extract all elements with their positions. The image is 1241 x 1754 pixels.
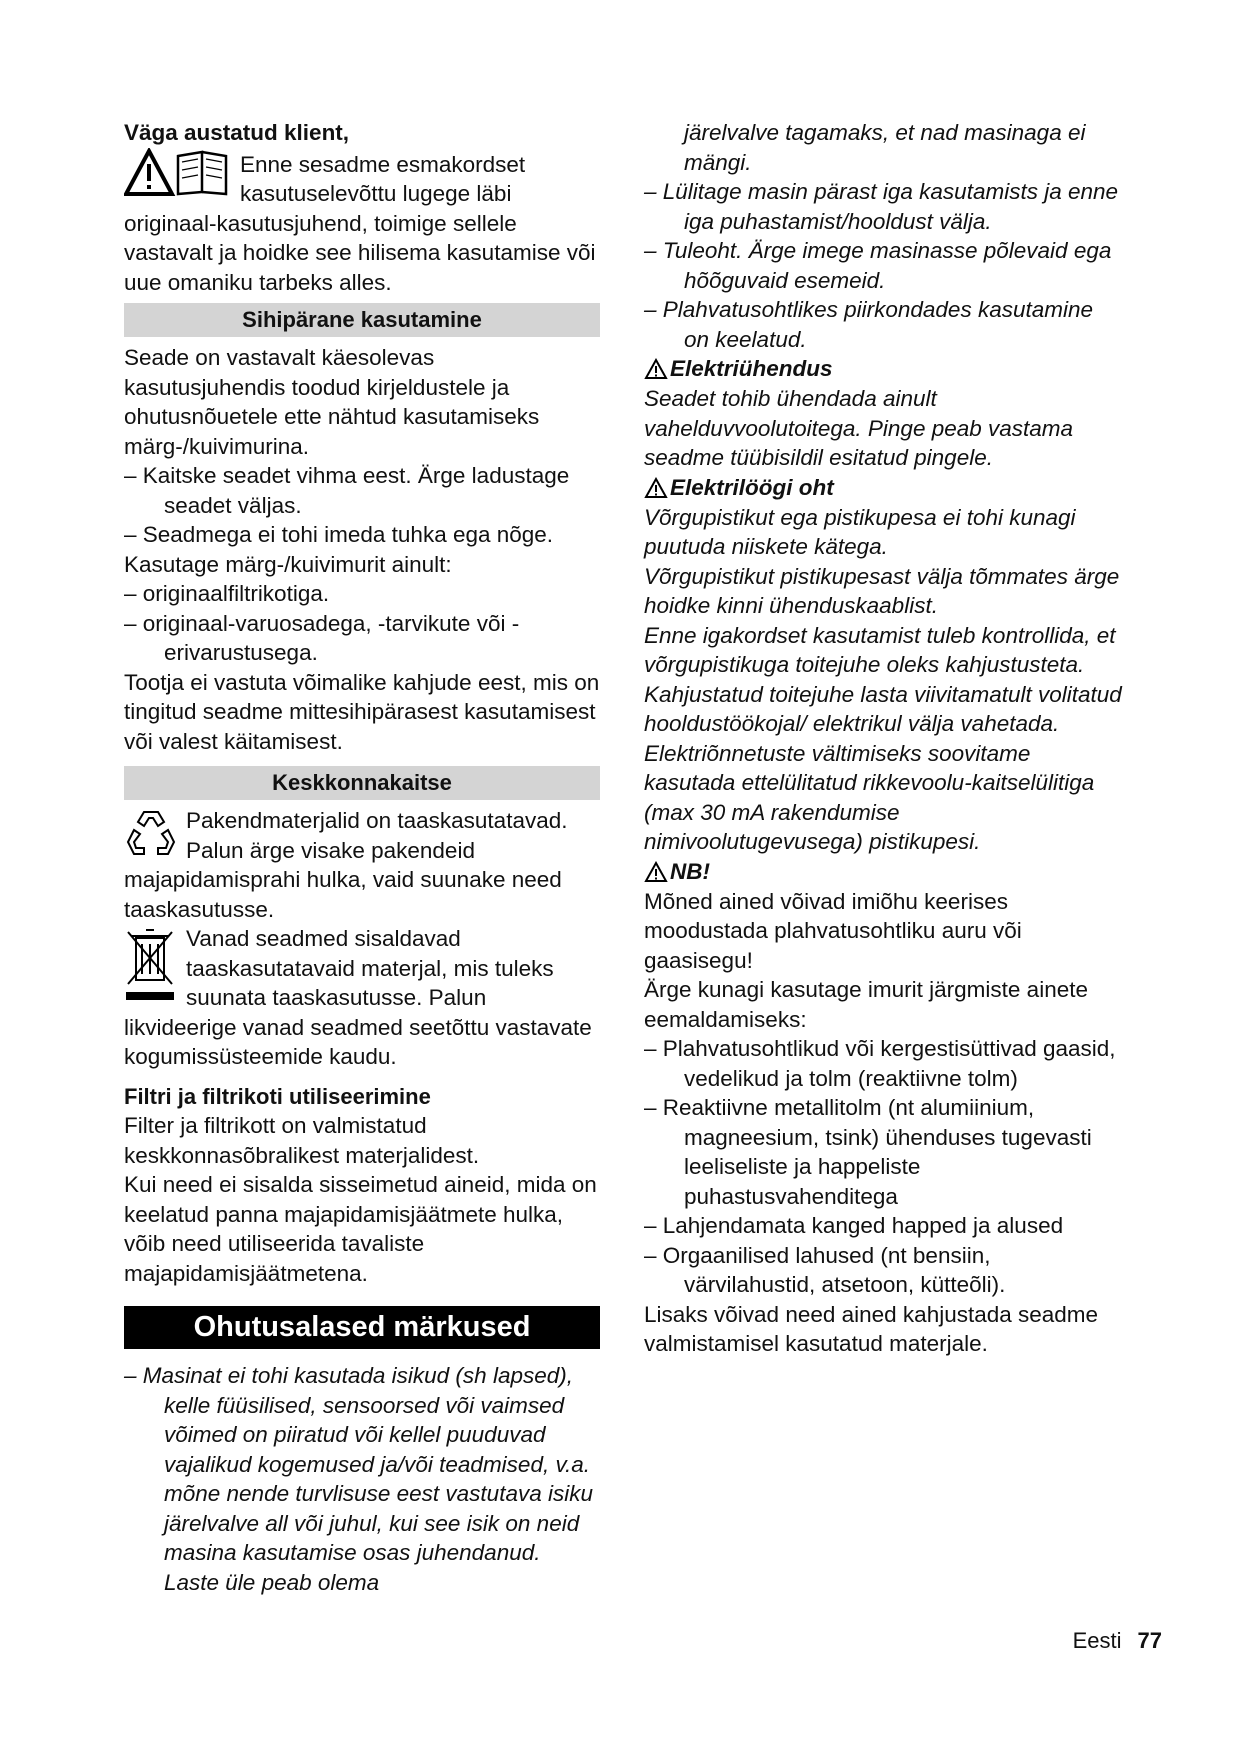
crossed-bin-icon [124, 924, 178, 1007]
nb-text-3: Lisaks võivad need ained kahjustada seadme valmistamisel kasutatud materjale. [644, 1301, 1099, 1356]
list-item: – Reaktiivne metallitolm (nt alumiinium, magneesium, tsink) ühenduses tugevasti leeliseliste ja happeliste puhastusvahenditega [644, 1095, 1092, 1209]
electrical-connection-heading [644, 354, 1124, 384]
continued-text: järelvalve tagamaks, et nad masinaga ei mängi. [684, 120, 1086, 175]
recycle-block [124, 806, 600, 924]
page-number: 77 [1137, 1628, 1162, 1653]
intended-use-text: Seade on vastavalt käesolevas kasutusjuhendis toodud kirjeldustele ja ohutusnõuetele ette nähtud kasutamiseks märg-/kuivimurina. [124, 345, 540, 459]
filter-text-1: Filter ja filtrikott on valmistatud keskkonnasõbralikest materjalidest. [124, 1113, 480, 1168]
use-only-text: Kasutage märg-/kuivimurit ainult: [124, 551, 452, 577]
greeting: Väga austatud klient, [124, 120, 350, 145]
list-item: – originaal-varuosadega, -tarvikute või -erivarustusega. [124, 610, 520, 665]
warning-manual-icon [124, 148, 232, 203]
recycle-line-1: Pakendmaterjalid on taaskasutatavad. [186, 808, 568, 833]
weee-line-1: Vanad seadmed sisaldavad [186, 926, 461, 951]
left-column [124, 118, 600, 1597]
recycle-icon [124, 806, 178, 865]
intro-line-1: Enne sesadme esmakordset [240, 151, 526, 177]
page-footer [1073, 1628, 1162, 1654]
electrical-connection-title: Elektriühendus [670, 356, 833, 381]
section-heading-environment: Keskkonnakaitse [124, 766, 600, 800]
nb-text-2: Ärge kunagi kasutage imurit järgmiste ainete eemaldamiseks: [644, 977, 1088, 1032]
weee-block [124, 924, 600, 1072]
weee-line-3: suunata taaskasutusse. Palun [186, 985, 487, 1010]
list-item: – Plahvatusohtlikes piirkondades kasutamine on keelatud. [644, 297, 1094, 352]
list-item: – Kaitske seadet vihma eest. Ärge ladustage seadet väljas. [124, 463, 570, 518]
warning-icon [644, 861, 668, 883]
shock-text-3: Enne igakordset kasutamist tuleb kontrollida, et võrgupistikuga toitejuhe oleks kahjustusteta. Kahjustatud toitejuhe lasta viivitamatult volitatud hooldustöökojal/ elektrikul välja vahetada. [644, 622, 1122, 736]
recycle-line-2: Palun ärge visake pakendeid [186, 837, 475, 863]
intro-rest: originaal-kasutusjuhend, toimige sellele vastavalt ja hoidke see hilisema kasutamise või uue omaniku tarbeks alles. [124, 210, 596, 295]
intro-line-2: kasutuselevõttu lugege läbi [240, 181, 512, 206]
electric-shock-title: Elektrilöögi oht [670, 474, 834, 500]
weee-line-2: taaskasutatavaid materjal, mis tuleks [186, 955, 554, 981]
weee-rest: likvideerige vanad seadmed seetõttu vastavate kogumissüsteemide kaudu. [124, 1014, 592, 1069]
footer-language: Eesti [1072, 1628, 1122, 1653]
list-item: – Tuleoht. Ärge imege masinasse põlevaid ega hõõguvaid esemeid. [644, 238, 1112, 293]
nb-title: NB! [670, 858, 710, 884]
shock-text-1: Võrgupistikut ega pistikupesa ei tohi kunagi puutuda niiskete kätega. [644, 504, 1076, 559]
list-item: – Lülitage masin pärast iga kasutamists ja enne iga puhastamist/hooldust välja. [644, 179, 1119, 234]
warning-icon [644, 358, 668, 380]
list-item: – Orgaanilised lahused (nt bensiin, värvilahustid, atsetoon, kütteõli). [644, 1242, 1006, 1297]
shock-text-4: Elektriõnnetuste vältimiseks soovitame kasutada ettelülitatud rikkevoolu-kaitselülitiga (max 30 mA rakendumise nimivoolutugevusega) pistikupesi. [644, 740, 1095, 854]
list-item: – Lahjendamata kanged happed ja alused [644, 1213, 1064, 1238]
filter-disposal-heading: Filtri ja filtrikoti utiliseerimine [124, 1083, 431, 1109]
liability-text: Tootja ei vastuta võimalike kahjude eest, mis on tingitud seadme mittesihipärasest kasutamisest või valest käitamisest. [124, 669, 600, 754]
recycle-rest: majapidamisprahi hulka, vaid suunake need taaskasutusse. [124, 867, 562, 922]
nb-text-1: Mõned ained võivad imiõhu keerises moodustada plahvatusohtliku auru või gaasisegu! [644, 888, 1022, 973]
filter-text-2: Kui need ei sisalda sisseimetud aineid, mida on keelatud panna majapidamisjäätmete hulka, võib need utiliseerida tavaliste majapidamisjäätmetena. [124, 1172, 597, 1286]
list-item: – originaalfiltrikotiga. [124, 581, 330, 606]
electrical-connection-text: Seadet tohib ühendada ainult vahelduvvoolutoitega. Pinge peab vastama seadme tüübisildil esitatud pingele. [644, 386, 1074, 470]
section-heading-intended-use: Sihipärane kasutamine [124, 303, 600, 337]
safety-item: – Masinat ei tohi kasutada isikud (sh lapsed), kelle füüsilised, sensoorsed või vaimsed võimed on piiratud või kellel puuduvad vajalikud kogemused ja/või teadmised, v.a. mõne nende turvlisuse eest vastutava isiku järelvalve all või juhul, kui see isik on neid masina kasutamise osas juhendanud. Laste üle peab olema [124, 1363, 593, 1595]
shock-text-2: Võrgupistikut pistikupesast välja tõmmates ärge hoidke kinni ühenduskaablist. [644, 563, 1120, 618]
list-item: – Plahvatusohtlikud või kergestisüttivad gaasid, vedelikud ja tolm (reaktiivne tolm) [644, 1036, 1116, 1091]
electric-shock-heading [644, 473, 1124, 503]
warning-icon [644, 477, 668, 499]
intro-block [124, 148, 600, 298]
list-item: – Seadmega ei tohi imeda tuhka ega nõge. [124, 522, 554, 547]
section-heading-safety: Ohutusalased märkused [124, 1306, 600, 1349]
right-column [644, 118, 1124, 1359]
nb-heading [644, 857, 1124, 887]
